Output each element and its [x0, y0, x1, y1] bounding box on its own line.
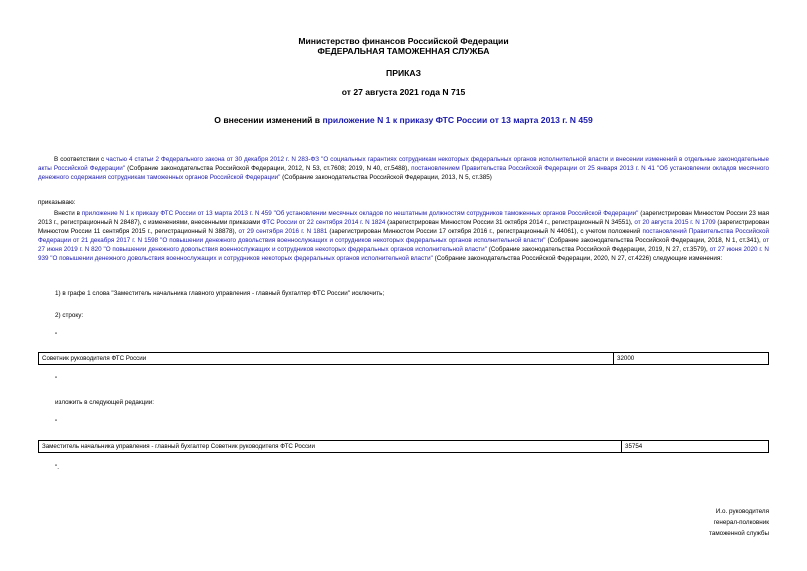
body-link-decree-939[interactable]: от 27 июня 2020 г. N 939 "О повышении денежного довольствия военнослужащих и сотрудников некоторых федеральных органов исполнительной власти": [38, 246, 769, 262]
body-text-8: (Собрание законодательства Российской Федерации, 2020, N 27, ст.4226) следующие изменения:: [432, 255, 723, 262]
preamble-text-1: В соответствии с: [54, 156, 107, 163]
body-link-order-1824[interactable]: ФТС России от 22 сентября 2014 г. N 1824: [261, 219, 386, 226]
item-2: 2) строку:: [55, 312, 84, 319]
table-new-salary: 35754: [625, 443, 643, 450]
preamble-law-link[interactable]: частью 4 статьи 2 Федерального закона от 30 декабря 2012 г. N 283-ФЗ "О социальных гарантиях сотрудникам некоторых федеральных органов исполнительной власти и внесении изменений в отдельные законодательные акты Российской Федерации": [38, 156, 769, 172]
ministry-name: Министерство финансов Российской Федерации: [298, 36, 509, 46]
service-name: ФЕДЕРАЛЬНАЯ ТАМОЖЕННАЯ СЛУЖБА: [317, 46, 490, 56]
new-edition-text: изложить в следующей редакции:: [55, 399, 155, 406]
document-title: [0, 115, 807, 126]
body-text-1: Внести в: [54, 210, 82, 217]
signature-line-2: генерал-полковник: [713, 519, 769, 526]
body-link-appendix[interactable]: приложение N 1 к приказу ФТС России от 13 марта 2013 г. N 459 "Об установлении месячных окладов по нештатным должностям сотрудников таможенных органов Российской Федерации": [81, 210, 639, 217]
preamble-paragraph: [38, 155, 769, 182]
title-prefix: О внесении изменений в: [214, 115, 323, 125]
title-link[interactable]: приложение N 1 к приказу ФТС России от 13 марта 2013 г. N 459: [322, 115, 593, 125]
quote-open-2: ": [55, 419, 58, 426]
table-new-row: [38, 440, 769, 453]
body-link-order-1709[interactable]: от 20 августа 2015 г. N 1709: [634, 219, 716, 226]
preamble-text-2: (Собрание законодательства Российской Федерации, 2012, N 53, ст.7608; 2019, N 40, ст.5488),: [125, 165, 412, 172]
preamble-decree-link[interactable]: постановлением Правительства Российской Федерации от 25 января 2013 г. N 41 "Об установлении окладов месячного денежного содержания сотрудникам таможенных органов Российской Федерации": [38, 165, 769, 181]
signature-line-1: И.о. руководителя: [715, 508, 769, 515]
preamble-text-3: (Собрание законодательства Российской Федерации, 2013, N 5, ст.385): [280, 174, 492, 181]
table-old-salary: 32000: [617, 355, 635, 362]
table-old-row: [38, 352, 769, 365]
body-text-5: (зарегистрирован Минюстом России 17 октября 2016 г., регистрационный N 44061), с учетом положений: [327, 228, 643, 235]
body-text-2: (зарегистрирован Минюстом России 23 мая 2013 г., регистрационный N 28487), с изменениями, внесенными приказами: [38, 210, 769, 226]
signature-line-3: таможенной службы: [709, 530, 769, 537]
quote-close-2: ".: [55, 464, 59, 471]
table-old-position: Советник руководителя ФТС России: [39, 353, 614, 364]
body-link-decree-1598[interactable]: постановлений Правительства Российской Федерации от 21 декабря 2017 г. N 1598 "О повышении денежного довольствия военнослужащих и сотрудников некоторых федеральных органов исполнительной власти": [38, 228, 769, 244]
body-paragraph: [38, 209, 769, 263]
document-date-number: от 27 августа 2021 года N 715: [341, 87, 466, 97]
body-text-7: (Собрание законодательства Российской Федерации, 2019, N 27, ст.3579),: [486, 246, 710, 253]
body-text-3: (зарегистрирован Минюстом России 31 октября 2014 г., регистрационный N 34551),: [385, 219, 635, 226]
body-text-6: (Собрание законодательства Российской Федерации, 2018, N 1, ст.341),: [545, 237, 763, 244]
item-1: 1) в графе 1 слова "Заместитель начальника главного управления - главный бухгалтер ФТС России" исключить;: [55, 290, 385, 297]
table-new-position: Заместитель начальника управления - главный бухгалтер Советник руководителя ФТС России: [39, 441, 622, 452]
document-type: ПРИКАЗ: [386, 68, 421, 78]
quote-open-1: ": [55, 332, 58, 339]
quote-close-1: ": [55, 376, 58, 383]
body-text-4: (зарегистрирован Минюстом России 11 сентября 2015 г., регистрационный N 38878),: [38, 219, 769, 235]
body-link-order-1881[interactable]: от 29 сентября 2016 г. N 1881: [238, 228, 328, 235]
body-link-decree-820[interactable]: от 27 июня 2019 г. N 820 "О повышении денежного довольствия военнослужащих и сотрудников некоторых федеральных органов исполнительной власти": [38, 237, 769, 253]
order-word: приказываю:: [38, 199, 76, 206]
